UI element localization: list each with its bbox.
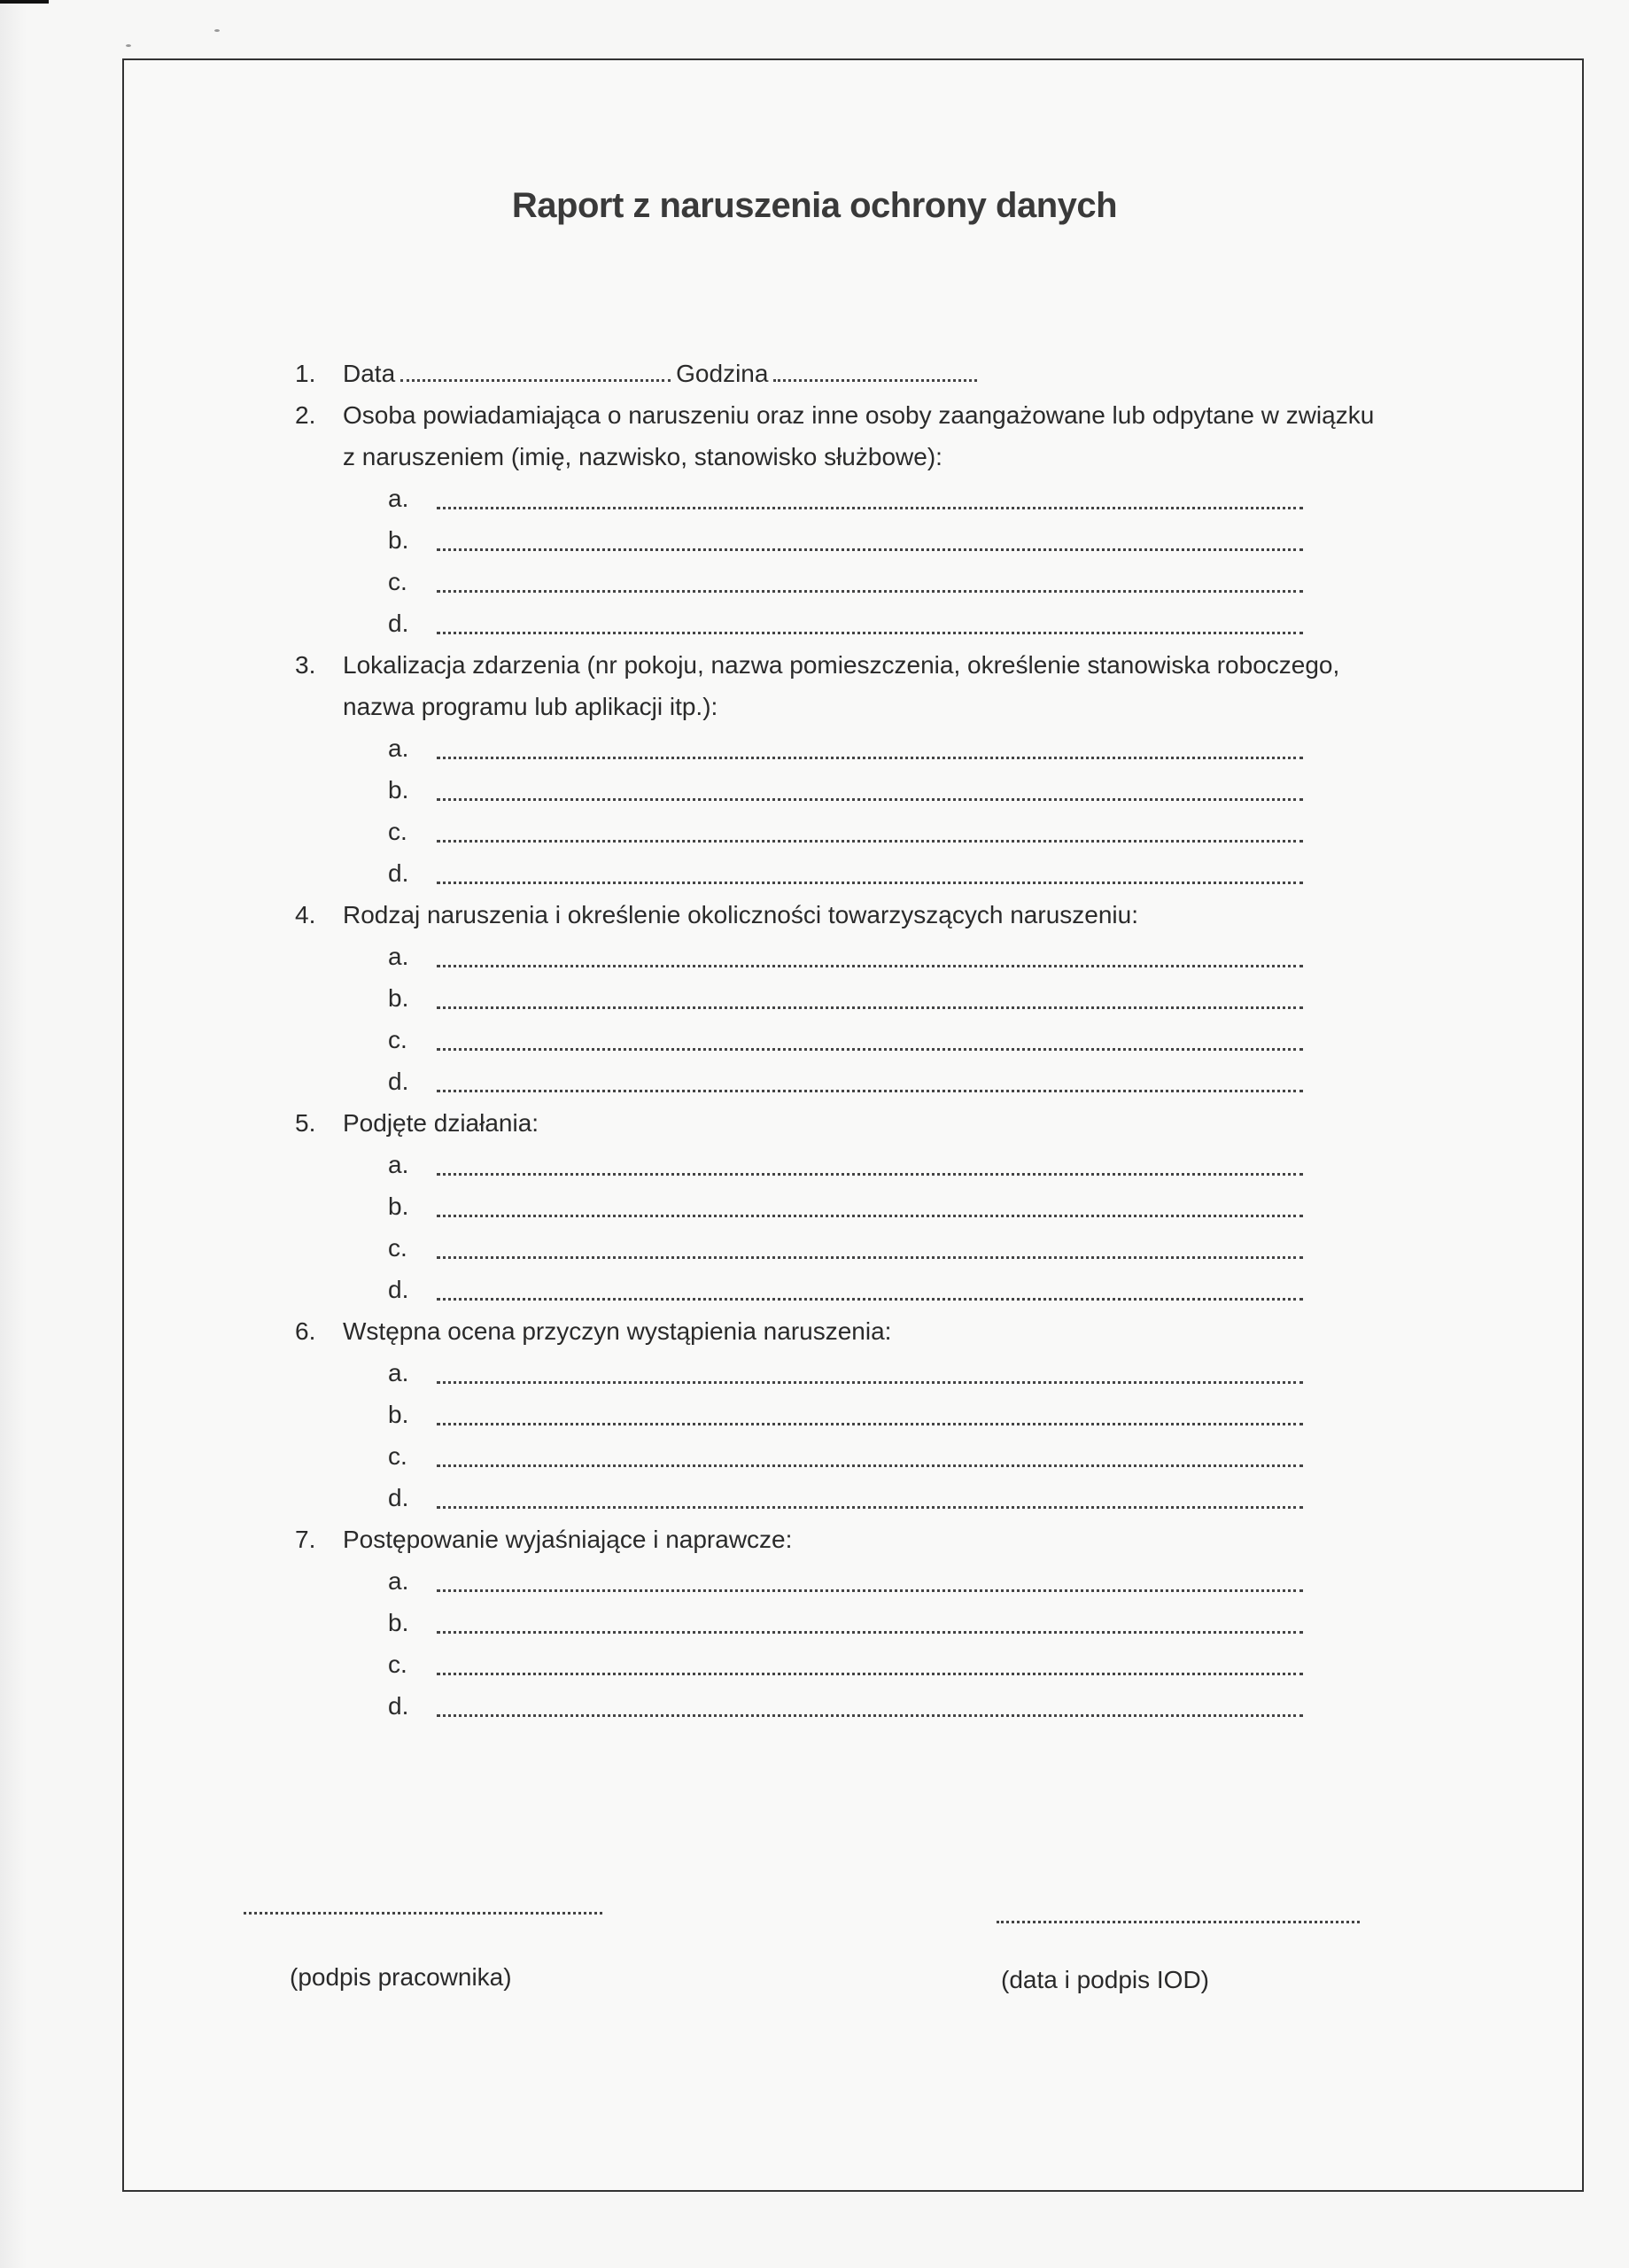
item-text: nazwa programu lub aplikacji itp.): — [343, 693, 718, 720]
item-text: Rodzaj naruszenia i określenie okoliczności towarzyszących naruszeniu: — [343, 901, 1138, 928]
time-label: Godzina — [676, 360, 769, 387]
scan-shadow — [0, 0, 27, 2268]
sub-item-letter: b. — [388, 1192, 409, 1220]
answer-field[interactable] — [437, 1506, 1303, 1509]
sub-item-letter: c. — [388, 1442, 407, 1470]
answer-field[interactable] — [437, 1298, 1303, 1301]
sub-item-letter: c. — [388, 818, 407, 845]
sub-item-letter: a. — [388, 1567, 409, 1595]
answer-field[interactable] — [437, 1381, 1303, 1384]
sub-item-letter: d. — [388, 610, 409, 637]
date-field[interactable] — [400, 379, 671, 382]
item-number: 6. — [295, 1317, 316, 1345]
sub-item-letter: b. — [388, 984, 409, 1012]
iod-signature-line[interactable] — [997, 1921, 1360, 1923]
answer-field[interactable] — [437, 1256, 1303, 1259]
item-number: 5. — [295, 1109, 316, 1137]
iod-signature-label: (data i podpis IOD) — [1001, 1966, 1209, 1993]
answer-field[interactable] — [437, 1673, 1303, 1675]
answer-field[interactable] — [437, 757, 1303, 759]
sub-item-letter: d. — [388, 1692, 409, 1720]
scan-edge-mark — [0, 0, 49, 4]
sub-item-letter: a. — [388, 943, 409, 970]
answer-field[interactable] — [437, 965, 1303, 967]
item-number: 1. — [295, 360, 316, 387]
date-time-row — [343, 359, 982, 389]
answer-field[interactable] — [437, 1631, 1303, 1634]
sub-item-letter: a. — [388, 485, 409, 512]
scan-speck — [214, 29, 220, 32]
sub-item-letter: b. — [388, 1401, 409, 1428]
item-text: Wstępna ocena przyczyn wystąpienia naruszenia: — [343, 1317, 892, 1345]
item-number: 7. — [295, 1526, 316, 1553]
answer-field[interactable] — [437, 507, 1303, 509]
sub-item-letter: b. — [388, 526, 409, 554]
page-title: Raport z naruszenia ochrony danych — [511, 186, 1118, 225]
answer-field[interactable] — [437, 840, 1303, 843]
item-text: Postępowanie wyjaśniające i naprawcze: — [343, 1526, 793, 1553]
date-label: Data — [343, 360, 396, 387]
item-text: Lokalizacja zdarzenia (nr pokoju, nazwa pomieszczenia, określenie stanowiska roboczego, — [343, 651, 1340, 679]
scan-speck — [126, 44, 131, 47]
answer-field[interactable] — [437, 590, 1303, 593]
time-field[interactable] — [773, 379, 977, 382]
sub-item-letter: c. — [388, 1651, 407, 1678]
sub-item-letter: c. — [388, 568, 407, 595]
answer-field[interactable] — [437, 1006, 1303, 1009]
employee-signature-line[interactable] — [244, 1912, 602, 1915]
sub-item-letter: a. — [388, 1151, 409, 1178]
answer-field[interactable] — [437, 632, 1303, 634]
sub-item-letter: d. — [388, 1068, 409, 1095]
sub-item-letter: c. — [388, 1026, 407, 1053]
answer-field[interactable] — [437, 1464, 1303, 1467]
answer-field[interactable] — [437, 798, 1303, 801]
sub-item-letter: a. — [388, 1359, 409, 1386]
item-text: Podjęte działania: — [343, 1109, 539, 1137]
sub-item-letter: b. — [388, 776, 409, 804]
answer-field[interactable] — [437, 548, 1303, 551]
sub-item-letter: a. — [388, 734, 409, 762]
sub-item-letter: d. — [388, 1276, 409, 1303]
answer-field[interactable] — [437, 1215, 1303, 1217]
answer-field[interactable] — [437, 1589, 1303, 1592]
answer-field[interactable] — [437, 1090, 1303, 1092]
item-number: 4. — [295, 901, 316, 928]
item-text: Osoba powiadamiająca o naruszeniu oraz inne osoby zaangażowane lub odpytane w związku — [343, 401, 1375, 429]
item-text: z naruszeniem (imię, nazwisko, stanowisko służbowe): — [343, 443, 942, 470]
answer-field[interactable] — [437, 1423, 1303, 1425]
item-number: 3. — [295, 651, 316, 679]
employee-signature-label: (podpis pracownika) — [290, 1963, 512, 1991]
answer-field[interactable] — [437, 1714, 1303, 1717]
sub-item-letter: d. — [388, 1484, 409, 1511]
answer-field[interactable] — [437, 1173, 1303, 1176]
answer-field[interactable] — [437, 882, 1303, 884]
sub-item-letter: c. — [388, 1234, 407, 1262]
item-number: 2. — [295, 401, 316, 429]
sub-item-letter: b. — [388, 1609, 409, 1636]
sub-item-letter: d. — [388, 859, 409, 887]
answer-field[interactable] — [437, 1048, 1303, 1051]
